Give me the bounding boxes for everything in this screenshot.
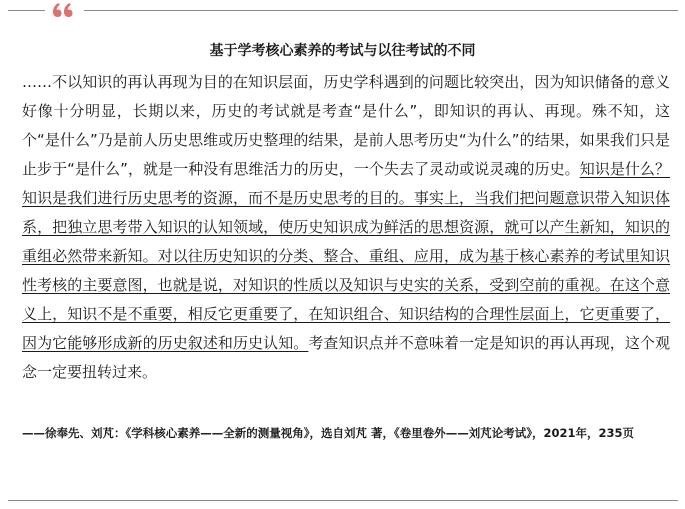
quotation-mark-icon [51, 0, 77, 20]
underlined-text: 事实上，当我们把问题意识带入知识体系，把独立思考带入知识的认知领域，使历史知识成为鲜活的思想资源，就可以产生新知，知识的重组必然带来新知。 [22, 189, 670, 265]
top-divider-right [84, 10, 678, 11]
article-title: 基于学考核心素养的考试与以往考试的不同 [209, 43, 476, 59]
paragraph-text: ……不以知识的再认再现为目的在知识层面，历史学科遇到的问题比较突出，因为知识储备的意义好像十分明显，长期以来，历史的考试就是考查“是什么”，即知识的再认、再现。殊不知，这个“是什么”乃是前人历史思维或历史整理的结果，是前人思考历史“为什么”的结果，如果我们只是止步于“是什么”，就是一种没有思维活力的历史，一个失去了灵动或说灵魂的历史。 [22, 73, 670, 178]
underlined-text: 知识是什么？知识是我们进行历史思考的资源，而不是历史思考的目的。 [22, 160, 670, 207]
top-divider-left [8, 10, 45, 11]
article-paragraph [22, 68, 670, 387]
bottom-divider [8, 500, 678, 501]
source-citation: ——徐奉先、刘芃：《学科核心素养——全新的测量视角》，选自刘芃 著，《卷里卷外——刘芃论考试》，2021年，235页 [22, 426, 635, 440]
underlined-text: 对以往历史知识的分类、整合、重组、应用，成为基于核心素养的考试里知识性考核的主要意图，也就是说，对知识的性质以及知识与史实的关系，受到空前的重视。 [22, 247, 670, 294]
underlined-text: 在这个意义上，知识不是不重要，相反它更重要了，在知识组合、知识结构的合理性层面上，它更重要了，因为它能够形成新的历史叙述和历史认知。 [22, 276, 670, 352]
paragraph-text: 考查知识点并不意味着一定是知识的再认再现，这个观念一定要扭转过来。 [22, 334, 670, 381]
